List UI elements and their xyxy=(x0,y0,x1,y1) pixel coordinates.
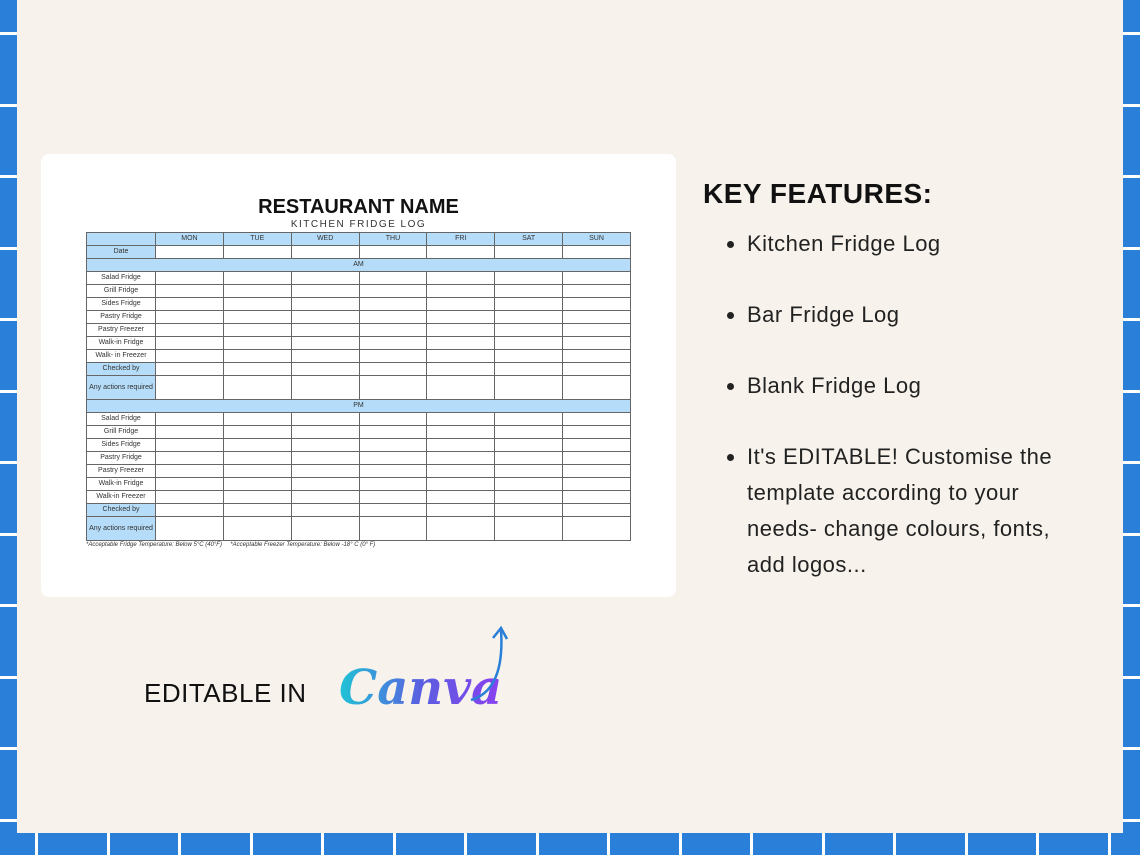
border-divider xyxy=(1123,533,1140,536)
row-label: Sides Fridge xyxy=(87,439,156,452)
row-label: Sides Fridge xyxy=(87,298,156,311)
entry-cell[interactable] xyxy=(427,337,495,350)
entry-cell[interactable] xyxy=(359,272,427,285)
entry-cell[interactable] xyxy=(563,452,631,465)
entry-cell[interactable] xyxy=(359,413,427,426)
border-divider xyxy=(250,833,253,855)
entry-cell[interactable] xyxy=(156,376,224,400)
entry-cell[interactable] xyxy=(359,504,427,517)
entry-cell[interactable] xyxy=(427,465,495,478)
table-row xyxy=(87,324,631,337)
border-divider xyxy=(750,833,753,855)
entry-cell[interactable] xyxy=(291,246,359,259)
border-divider xyxy=(1123,819,1140,822)
actions-label: Any actions required xyxy=(87,376,156,400)
entry-cell[interactable] xyxy=(427,324,495,337)
table-row xyxy=(87,311,631,324)
border-divider xyxy=(965,833,968,855)
entry-cell[interactable] xyxy=(359,285,427,298)
border-divider xyxy=(0,318,17,321)
checked-by-label: Checked by xyxy=(87,504,156,517)
entry-cell[interactable] xyxy=(291,413,359,426)
entry-cell[interactable] xyxy=(495,478,563,491)
entry-cell[interactable] xyxy=(563,311,631,324)
arrow-icon xyxy=(465,620,515,705)
feature-item: It's EDITABLE! Customise the template according to your needs- change colours, fonts, add logos... xyxy=(727,439,1067,583)
entry-cell[interactable] xyxy=(156,337,224,350)
entry-cell[interactable] xyxy=(291,376,359,400)
entry-cell[interactable] xyxy=(156,439,224,452)
section-header: PM xyxy=(87,400,631,413)
row-label: Salad Fridge xyxy=(87,272,156,285)
entry-cell[interactable] xyxy=(359,426,427,439)
entry-cell[interactable] xyxy=(427,504,495,517)
entry-cell[interactable] xyxy=(427,413,495,426)
entry-cell[interactable] xyxy=(223,439,291,452)
entry-cell[interactable] xyxy=(495,439,563,452)
entry-cell[interactable] xyxy=(156,504,224,517)
day-header: MON xyxy=(156,233,224,246)
entry-cell[interactable] xyxy=(427,246,495,259)
entry-cell[interactable] xyxy=(495,426,563,439)
entry-cell[interactable] xyxy=(223,426,291,439)
entry-cell[interactable] xyxy=(563,465,631,478)
day-header: SAT xyxy=(495,233,563,246)
entry-cell[interactable] xyxy=(563,298,631,311)
entry-cell[interactable] xyxy=(291,452,359,465)
border-divider xyxy=(536,833,539,855)
row-label: Grill Fridge xyxy=(87,426,156,439)
border-divider xyxy=(1123,104,1140,107)
entry-cell[interactable] xyxy=(291,285,359,298)
entry-cell[interactable] xyxy=(156,452,224,465)
border-divider xyxy=(1123,676,1140,679)
entry-cell[interactable] xyxy=(495,504,563,517)
entry-cell[interactable] xyxy=(563,517,631,541)
border-divider xyxy=(464,833,467,855)
border-divider xyxy=(1123,32,1140,35)
entry-cell[interactable] xyxy=(495,350,563,363)
feature-item: Bar Fridge Log xyxy=(727,297,1067,333)
entry-cell[interactable] xyxy=(495,363,563,376)
entry-cell[interactable] xyxy=(563,478,631,491)
entry-cell[interactable] xyxy=(223,376,291,400)
entry-cell[interactable] xyxy=(156,465,224,478)
row-label: Walk- in Freezer xyxy=(87,350,156,363)
editable-in-label: EDITABLE IN xyxy=(144,678,307,708)
entry-cell[interactable] xyxy=(359,324,427,337)
border-divider xyxy=(0,604,17,607)
entry-cell[interactable] xyxy=(223,285,291,298)
day-header: TUE xyxy=(223,233,291,246)
table-row xyxy=(87,376,631,400)
row-label: Salad Fridge xyxy=(87,413,156,426)
border-divider xyxy=(1123,390,1140,393)
feature-item: Blank Fridge Log xyxy=(727,368,1067,404)
entry-cell[interactable] xyxy=(359,246,427,259)
entry-cell[interactable] xyxy=(495,491,563,504)
key-features-title: KEY FEATURES: xyxy=(703,178,933,209)
row-label: Pastry Fridge xyxy=(87,311,156,324)
entry-cell[interactable] xyxy=(291,298,359,311)
border-divider xyxy=(0,461,17,464)
entry-cell[interactable] xyxy=(223,517,291,541)
border-divider xyxy=(0,747,17,750)
entry-cell[interactable] xyxy=(427,517,495,541)
row-label: Walk-in Fridge xyxy=(87,337,156,350)
entry-cell[interactable] xyxy=(495,311,563,324)
border-divider xyxy=(1123,747,1140,750)
row-label: Grill Fridge xyxy=(87,285,156,298)
entry-cell[interactable] xyxy=(359,478,427,491)
entry-cell[interactable] xyxy=(563,272,631,285)
table-row xyxy=(87,246,631,259)
border-divider xyxy=(1123,461,1140,464)
entry-cell[interactable] xyxy=(427,285,495,298)
entry-cell[interactable] xyxy=(156,478,224,491)
entry-cell[interactable] xyxy=(495,246,563,259)
entry-cell[interactable] xyxy=(563,337,631,350)
table-row xyxy=(87,233,631,246)
entry-cell[interactable] xyxy=(427,376,495,400)
entry-cell[interactable] xyxy=(156,517,224,541)
entry-cell[interactable] xyxy=(563,376,631,400)
restaurant-name: RESTAURANT NAME xyxy=(258,196,459,218)
table-row xyxy=(87,491,631,504)
entry-cell[interactable] xyxy=(291,465,359,478)
border-divider xyxy=(0,533,17,536)
entry-cell[interactable] xyxy=(223,491,291,504)
section-header: AM xyxy=(87,259,631,272)
entry-cell[interactable] xyxy=(359,337,427,350)
border-divider xyxy=(107,833,110,855)
entry-cell[interactable] xyxy=(223,246,291,259)
table-row xyxy=(87,478,631,491)
border-divider xyxy=(0,247,17,250)
table-row xyxy=(87,517,631,541)
border-divider xyxy=(393,833,396,855)
entry-cell[interactable] xyxy=(495,298,563,311)
table-row xyxy=(87,439,631,452)
border-divider xyxy=(35,833,38,855)
entry-cell[interactable] xyxy=(223,272,291,285)
entry-cell[interactable] xyxy=(563,350,631,363)
entry-cell[interactable] xyxy=(291,504,359,517)
border-divider xyxy=(178,833,181,855)
entry-cell[interactable] xyxy=(291,324,359,337)
entry-cell[interactable] xyxy=(563,504,631,517)
temperature-footnote: *Acceptable Fridge Temperature: Below 5°C (40°F) *Acceptable Freezer Temperature: Below -18° C (0° F) xyxy=(86,542,376,548)
table-row xyxy=(87,363,631,376)
entry-cell[interactable] xyxy=(563,439,631,452)
corner-cell xyxy=(87,233,156,246)
row-label: Walk-in Freezer xyxy=(87,491,156,504)
table-row xyxy=(87,504,631,517)
entry-cell[interactable] xyxy=(156,363,224,376)
log-subtitle: KITCHEN FRIDGE LOG xyxy=(290,219,427,230)
row-label: Walk-in Fridge xyxy=(87,478,156,491)
border-divider xyxy=(0,390,17,393)
day-header: SUN xyxy=(563,233,631,246)
entry-cell[interactable] xyxy=(291,439,359,452)
entry-cell[interactable] xyxy=(495,337,563,350)
table-row xyxy=(87,426,631,439)
entry-cell[interactable] xyxy=(563,363,631,376)
border-divider xyxy=(0,104,17,107)
table-row xyxy=(87,465,631,478)
entry-cell[interactable] xyxy=(359,439,427,452)
day-header: THU xyxy=(359,233,427,246)
entry-cell[interactable] xyxy=(495,272,563,285)
entry-cell[interactable] xyxy=(156,426,224,439)
date-label: Date xyxy=(87,246,156,259)
border-divider xyxy=(822,833,825,855)
table-row xyxy=(87,298,631,311)
entry-cell[interactable] xyxy=(291,426,359,439)
entry-cell[interactable] xyxy=(427,478,495,491)
border-divider xyxy=(1123,318,1140,321)
entry-cell[interactable] xyxy=(156,324,224,337)
entry-cell[interactable] xyxy=(359,517,427,541)
day-header: FRI xyxy=(427,233,495,246)
table-row xyxy=(87,259,631,272)
entry-cell[interactable] xyxy=(156,413,224,426)
entry-cell[interactable] xyxy=(156,491,224,504)
entry-cell[interactable] xyxy=(359,311,427,324)
entry-cell[interactable] xyxy=(563,491,631,504)
entry-cell[interactable] xyxy=(156,311,224,324)
border-divider xyxy=(607,833,610,855)
entry-cell[interactable] xyxy=(563,246,631,259)
entry-cell[interactable] xyxy=(427,426,495,439)
day-header: WED xyxy=(291,233,359,246)
border-divider xyxy=(1123,247,1140,250)
border-divider xyxy=(1036,833,1039,855)
entry-cell[interactable] xyxy=(427,452,495,465)
border-divider xyxy=(1108,833,1111,855)
entry-cell[interactable] xyxy=(495,465,563,478)
entry-cell[interactable] xyxy=(223,465,291,478)
border-divider xyxy=(0,819,17,822)
entry-cell[interactable] xyxy=(495,413,563,426)
entry-cell[interactable] xyxy=(359,491,427,504)
entry-cell[interactable] xyxy=(495,452,563,465)
border-divider xyxy=(0,175,17,178)
table-row xyxy=(87,337,631,350)
entry-cell[interactable] xyxy=(291,517,359,541)
entry-cell[interactable] xyxy=(495,376,563,400)
entry-cell[interactable] xyxy=(359,452,427,465)
entry-cell[interactable] xyxy=(495,517,563,541)
entry-cell[interactable] xyxy=(156,298,224,311)
feature-item: Kitchen Fridge Log xyxy=(727,226,1067,262)
border-divider xyxy=(893,833,896,855)
entry-cell[interactable] xyxy=(427,272,495,285)
border-divider xyxy=(679,833,682,855)
fridge-log-preview xyxy=(41,154,676,597)
entry-cell[interactable] xyxy=(291,350,359,363)
table-row xyxy=(87,400,631,413)
entry-cell[interactable] xyxy=(223,311,291,324)
entry-cell[interactable] xyxy=(427,491,495,504)
entry-cell[interactable] xyxy=(291,311,359,324)
border-divider xyxy=(1123,175,1140,178)
table-row xyxy=(87,350,631,363)
entry-cell[interactable] xyxy=(495,324,563,337)
features-list xyxy=(727,226,1067,618)
entry-cell[interactable] xyxy=(563,285,631,298)
actions-label: Any actions required xyxy=(87,517,156,541)
border-divider xyxy=(321,833,324,855)
border-divider xyxy=(0,676,17,679)
entry-cell[interactable] xyxy=(291,478,359,491)
fridge-log-table xyxy=(86,232,631,541)
table-row xyxy=(87,413,631,426)
entry-cell[interactable] xyxy=(427,439,495,452)
entry-cell[interactable] xyxy=(563,426,631,439)
table-row xyxy=(87,452,631,465)
row-label: Pastry Freezer xyxy=(87,465,156,478)
entry-cell[interactable] xyxy=(223,504,291,517)
border-divider xyxy=(0,32,17,35)
entry-cell[interactable] xyxy=(359,298,427,311)
row-label: Pastry Freezer xyxy=(87,324,156,337)
border-divider xyxy=(1123,604,1140,607)
entry-cell[interactable] xyxy=(291,272,359,285)
entry-cell[interactable] xyxy=(427,350,495,363)
entry-cell[interactable] xyxy=(495,285,563,298)
checked-by-label: Checked by xyxy=(87,363,156,376)
entry-cell[interactable] xyxy=(427,363,495,376)
entry-cell[interactable] xyxy=(223,337,291,350)
entry-cell[interactable] xyxy=(359,376,427,400)
entry-cell[interactable] xyxy=(291,491,359,504)
entry-cell[interactable] xyxy=(223,298,291,311)
entry-cell[interactable] xyxy=(223,478,291,491)
entry-cell[interactable] xyxy=(156,272,224,285)
entry-cell[interactable] xyxy=(359,363,427,376)
table-row xyxy=(87,272,631,285)
entry-cell[interactable] xyxy=(427,311,495,324)
row-label: Pastry Fridge xyxy=(87,452,156,465)
entry-cell[interactable] xyxy=(563,413,631,426)
entry-cell[interactable] xyxy=(291,337,359,350)
entry-cell[interactable] xyxy=(223,452,291,465)
entry-cell[interactable] xyxy=(427,298,495,311)
entry-cell[interactable] xyxy=(291,363,359,376)
entry-cell[interactable] xyxy=(359,350,427,363)
entry-cell[interactable] xyxy=(223,350,291,363)
entry-cell[interactable] xyxy=(156,350,224,363)
entry-cell[interactable] xyxy=(223,363,291,376)
canva-logo: Canva xyxy=(339,660,503,716)
entry-cell[interactable] xyxy=(156,246,224,259)
entry-cell[interactable] xyxy=(156,285,224,298)
entry-cell[interactable] xyxy=(223,413,291,426)
table-row xyxy=(87,285,631,298)
entry-cell[interactable] xyxy=(223,324,291,337)
entry-cell[interactable] xyxy=(359,465,427,478)
entry-cell[interactable] xyxy=(563,324,631,337)
